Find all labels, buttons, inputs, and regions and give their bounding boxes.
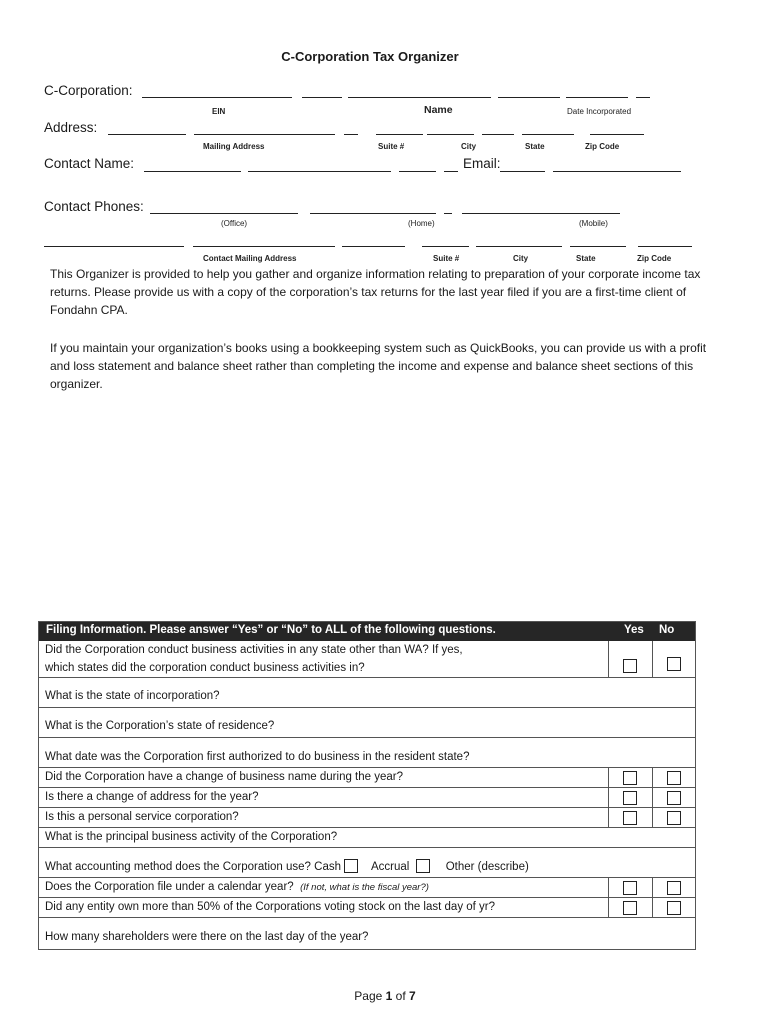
corp-name-extra-field[interactable] xyxy=(498,97,560,98)
state-extra-field[interactable] xyxy=(522,134,574,135)
page-title: C-Corporation Tax Organizer xyxy=(281,49,459,64)
page-word: Page xyxy=(354,989,383,1003)
yes-checkbox[interactable] xyxy=(623,771,637,785)
page-number: 1 xyxy=(385,989,393,1003)
contact-mailing-caption: Contact Mailing Address xyxy=(203,254,297,263)
question-state-of-residence[interactable] xyxy=(39,708,695,738)
no-cell xyxy=(652,768,696,787)
question-text: Did any entity own more than 50% of the Corporations voting stock on the last day of yr? xyxy=(45,901,496,913)
mobile-phone-field[interactable] xyxy=(462,213,620,214)
question-text-line-2: which states did the corporation conduct business activities in? xyxy=(45,662,365,674)
accounting-method-line xyxy=(45,859,529,877)
address-field-1[interactable] xyxy=(108,134,186,135)
contact-city-caption: City xyxy=(513,254,529,263)
no-checkbox[interactable] xyxy=(667,901,681,915)
no-cell xyxy=(652,808,696,827)
contact-suite-caption: Suite # xyxy=(433,254,460,263)
yes-cell xyxy=(608,788,652,807)
yes-checkbox[interactable] xyxy=(623,659,637,673)
question-calendar-year xyxy=(39,878,695,898)
fiscal-year-note: (If not, what is the fiscal year?) xyxy=(300,882,429,893)
address-label: Address: xyxy=(44,120,98,135)
yes-cell xyxy=(608,878,652,897)
filing-table-header xyxy=(39,622,695,641)
no-checkbox[interactable] xyxy=(667,657,681,671)
home-caption: (Home) xyxy=(408,219,435,228)
contact-first-name-field[interactable] xyxy=(144,171,241,172)
mailing-address-caption: Mailing Address xyxy=(203,142,265,151)
no-checkbox[interactable] xyxy=(667,811,681,825)
contact-zip-field[interactable] xyxy=(638,246,692,247)
address-extra-field[interactable] xyxy=(344,134,358,135)
ein-field[interactable] xyxy=(142,97,292,98)
question-accounting-method xyxy=(39,848,695,878)
contact-city-field[interactable] xyxy=(476,246,562,247)
question-text: What is the principal business activity of the Corporation? xyxy=(45,831,338,843)
intro-paragraph-2: If you maintain your organization’s books using a bookkeeping system such as QuickBooks, you can provide us with a profit and loss statement and balance sheet rather than completing the income and expense and balance sheet sections of this organizer. xyxy=(50,341,707,392)
no-cell xyxy=(652,898,696,917)
contact-extra-field[interactable] xyxy=(399,171,436,172)
filing-header-text: Filing Information. Please answer “Yes” or “No” to ALL of the following questions. xyxy=(46,624,496,636)
no-checkbox[interactable] xyxy=(667,881,681,895)
accrual-checkbox[interactable] xyxy=(416,859,430,873)
contact-last-name-field[interactable] xyxy=(248,171,391,172)
office-caption: (Office) xyxy=(221,219,248,228)
state-caption: State xyxy=(525,142,545,151)
question-text: Did the Corporation have a change of business name during the year? xyxy=(45,771,404,783)
no-cell xyxy=(652,641,696,677)
date-extra-field[interactable] xyxy=(636,97,650,98)
contact-zip-caption: Zip Code xyxy=(637,254,672,263)
ein-caption: EIN xyxy=(212,107,226,116)
no-checkbox[interactable] xyxy=(667,771,681,785)
suite-caption: Suite # xyxy=(378,142,405,151)
question-personal-service xyxy=(39,808,695,828)
contact-phones-label: Contact Phones: xyxy=(44,199,144,214)
city-caption: City xyxy=(461,142,477,151)
yes-cell xyxy=(608,808,652,827)
question-text: What is the state of incorporation? xyxy=(45,690,220,702)
yes-column-header: Yes xyxy=(624,624,644,636)
of-word: of xyxy=(395,989,406,1003)
question-other-states xyxy=(39,641,695,678)
intro-paragraph-1: This Organizer is provided to help you gather and organize information relating to preparation of your corporate income tax returns. Please provide us with a copy of the corporation’s tax returns for the last year filed if you are a first-time client of Fondahn CPA. xyxy=(50,267,701,318)
email-label: Email: xyxy=(463,156,501,171)
office-phone-field[interactable] xyxy=(150,213,298,214)
yes-checkbox[interactable] xyxy=(623,811,637,825)
question-shareholders[interactable] xyxy=(39,918,695,949)
yes-cell xyxy=(608,768,652,787)
mailing-address-field[interactable] xyxy=(194,134,335,135)
phone-extra-field[interactable] xyxy=(444,213,452,214)
question-principal-activity[interactable] xyxy=(39,828,695,848)
cash-checkbox[interactable] xyxy=(344,859,358,873)
question-text-line-1: Did the Corporation conduct business activities in any state other than WA? If yes, xyxy=(45,644,463,656)
question-authorized-date[interactable] xyxy=(39,738,695,768)
date-incorporated-field[interactable] xyxy=(566,97,628,98)
filing-information-table xyxy=(38,621,696,950)
corp-name-field[interactable] xyxy=(348,97,491,98)
contact-suite-field[interactable] xyxy=(422,246,469,247)
no-cell xyxy=(652,878,696,897)
question-text: What is the Corporation’s state of residence? xyxy=(45,720,275,732)
city-field[interactable] xyxy=(427,134,474,135)
contact-state-field[interactable] xyxy=(570,246,626,247)
no-checkbox[interactable] xyxy=(667,791,681,805)
yes-cell xyxy=(608,898,652,917)
email-field-2[interactable] xyxy=(553,171,681,172)
other-label: Other (describe) xyxy=(445,861,529,873)
question-name-change xyxy=(39,768,695,788)
zip-field[interactable] xyxy=(590,134,644,135)
accrual-label: Accrual xyxy=(370,861,410,873)
question-text: Is there a change of address for the year? xyxy=(45,791,259,803)
suite-field[interactable] xyxy=(376,134,423,135)
no-column-header: No xyxy=(659,624,675,636)
name-caption: Name xyxy=(424,104,453,116)
question-text: What accounting method does the Corporation use? Cash xyxy=(45,861,341,873)
yes-checkbox[interactable] xyxy=(623,901,637,915)
page-footer xyxy=(0,989,770,1003)
email-field-1[interactable] xyxy=(500,171,545,172)
zip-caption: Zip Code xyxy=(585,142,620,151)
contact-mailing-address-field[interactable] xyxy=(193,246,335,247)
yes-cell xyxy=(608,641,652,677)
question-text: What date was the Corporation first authorized to do business in the resident state? xyxy=(45,751,470,763)
corp-label: C-Corporation: xyxy=(44,83,133,98)
yes-checkbox[interactable] xyxy=(623,791,637,805)
date-incorporated-caption: Date Incorporated xyxy=(567,107,632,116)
contact-mailing-field-1[interactable] xyxy=(44,246,184,247)
question-state-of-incorporation[interactable] xyxy=(39,678,695,708)
contact-name-label: Contact Name: xyxy=(44,156,135,171)
mobile-caption: (Mobile) xyxy=(579,219,608,228)
question-voting-stock xyxy=(39,898,695,918)
state-field[interactable] xyxy=(482,134,514,135)
no-cell xyxy=(652,788,696,807)
contact-state-caption: State xyxy=(576,254,596,263)
ein-suffix-field[interactable] xyxy=(302,97,342,98)
question-text: How many shareholders were there on the last day of the year? xyxy=(45,931,369,943)
contact-extra-field-2[interactable] xyxy=(444,171,458,172)
question-address-change xyxy=(39,788,695,808)
question-text: Is this a personal service corporation? xyxy=(45,811,239,823)
yes-checkbox[interactable] xyxy=(623,881,637,895)
home-phone-field[interactable] xyxy=(310,213,436,214)
contact-mailing-extra-field[interactable] xyxy=(342,246,405,247)
page-total: 7 xyxy=(409,989,416,1003)
question-text: Does the Corporation file under a calendar year? xyxy=(45,881,294,893)
